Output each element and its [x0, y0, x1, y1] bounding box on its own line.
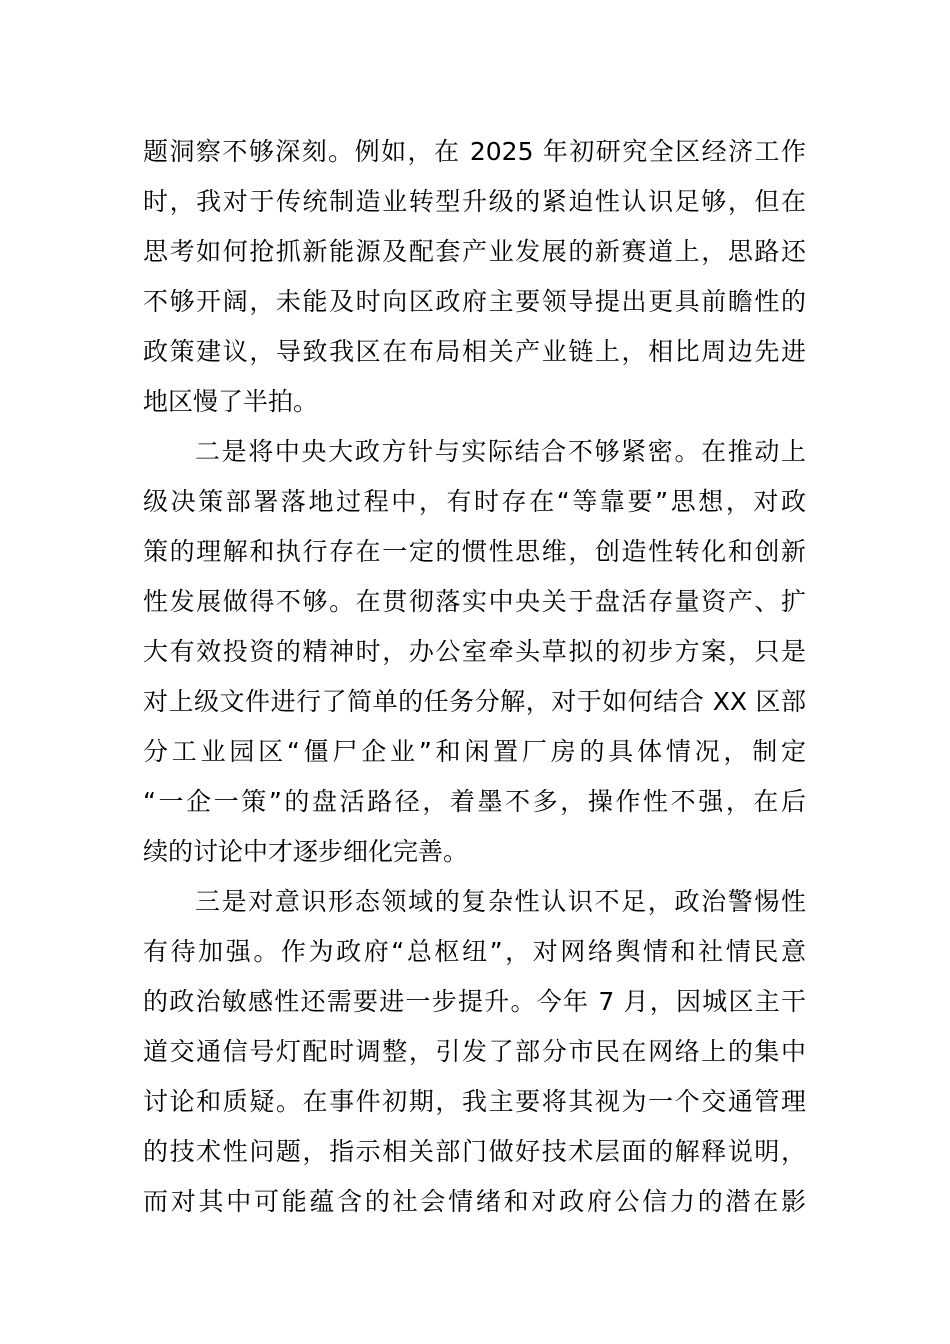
text-line: 政策建议，导致我区在布局相关产业链上，相比周边先进	[143, 337, 806, 366]
paragraph-1	[143, 127, 806, 427]
text-line: 思考如何抢抓新能源及配套产业发展的新赛道上，思路还	[143, 237, 806, 266]
text-line: 不够开阔，未能及时向区政府主要领导提出更具前瞻性的	[143, 287, 806, 316]
text-line: 时，我对于传统制造业转型升级的紧迫性认识足够，但在	[143, 187, 806, 216]
text-line: 二是将中央大政方针与实际结合不够紧密。在推动上	[195, 437, 806, 466]
text-line: 分工业园区“僵尸企业”和闲置厂房的具体情况，制定	[143, 737, 806, 766]
text-line: 道交通信号灯配时调整，引发了部分市民在网络上的集中	[143, 1037, 806, 1066]
text-line: 的技术性问题，指示相关部门做好技术层面的解释说明，	[143, 1137, 806, 1166]
text-line: 地区慢了半拍。	[143, 387, 319, 416]
paragraph-2	[143, 427, 806, 877]
text-line: 的政治敏感性还需要进一步提升。今年 7 月，因城区主干	[143, 987, 806, 1016]
text-line: 对上级文件进行了简单的任务分解，对于如何结合 XX 区部	[143, 687, 806, 716]
text-line: 策的理解和执行存在一定的惯性思维，创造性转化和创新	[143, 537, 806, 566]
text-line: 题洞察不够深刻。例如，在 2025 年初研究全区经济工作	[143, 137, 806, 166]
text-line: 讨论和质疑。在事件初期，我主要将其视为一个交通管理	[143, 1087, 806, 1116]
text-line: 而对其中可能蕴含的社会情绪和对政府公信力的潜在影	[143, 1187, 806, 1216]
text-line: 三是对意识形态领域的复杂性认识不足，政治警惕性	[195, 887, 806, 916]
text-line: 性发展做得不够。在贯彻落实中央关于盘活存量资产、扩	[143, 587, 806, 616]
document-page	[143, 127, 806, 1227]
paragraph-3	[143, 877, 806, 1227]
text-line: “一企一策”的盘活路径，着墨不多，操作性不强，在后	[143, 787, 806, 816]
text-line: 大有效投资的精神时，办公室牵头草拟的初步方案，只是	[143, 637, 806, 666]
text-line: 有待加强。作为政府“总枢纽”，对网络舆情和社情民意	[143, 937, 806, 966]
text-line: 续的讨论中才逐步细化完善。	[143, 837, 469, 866]
text-line: 级决策部署落地过程中，有时存在“等靠要”思想，对政	[143, 487, 806, 516]
